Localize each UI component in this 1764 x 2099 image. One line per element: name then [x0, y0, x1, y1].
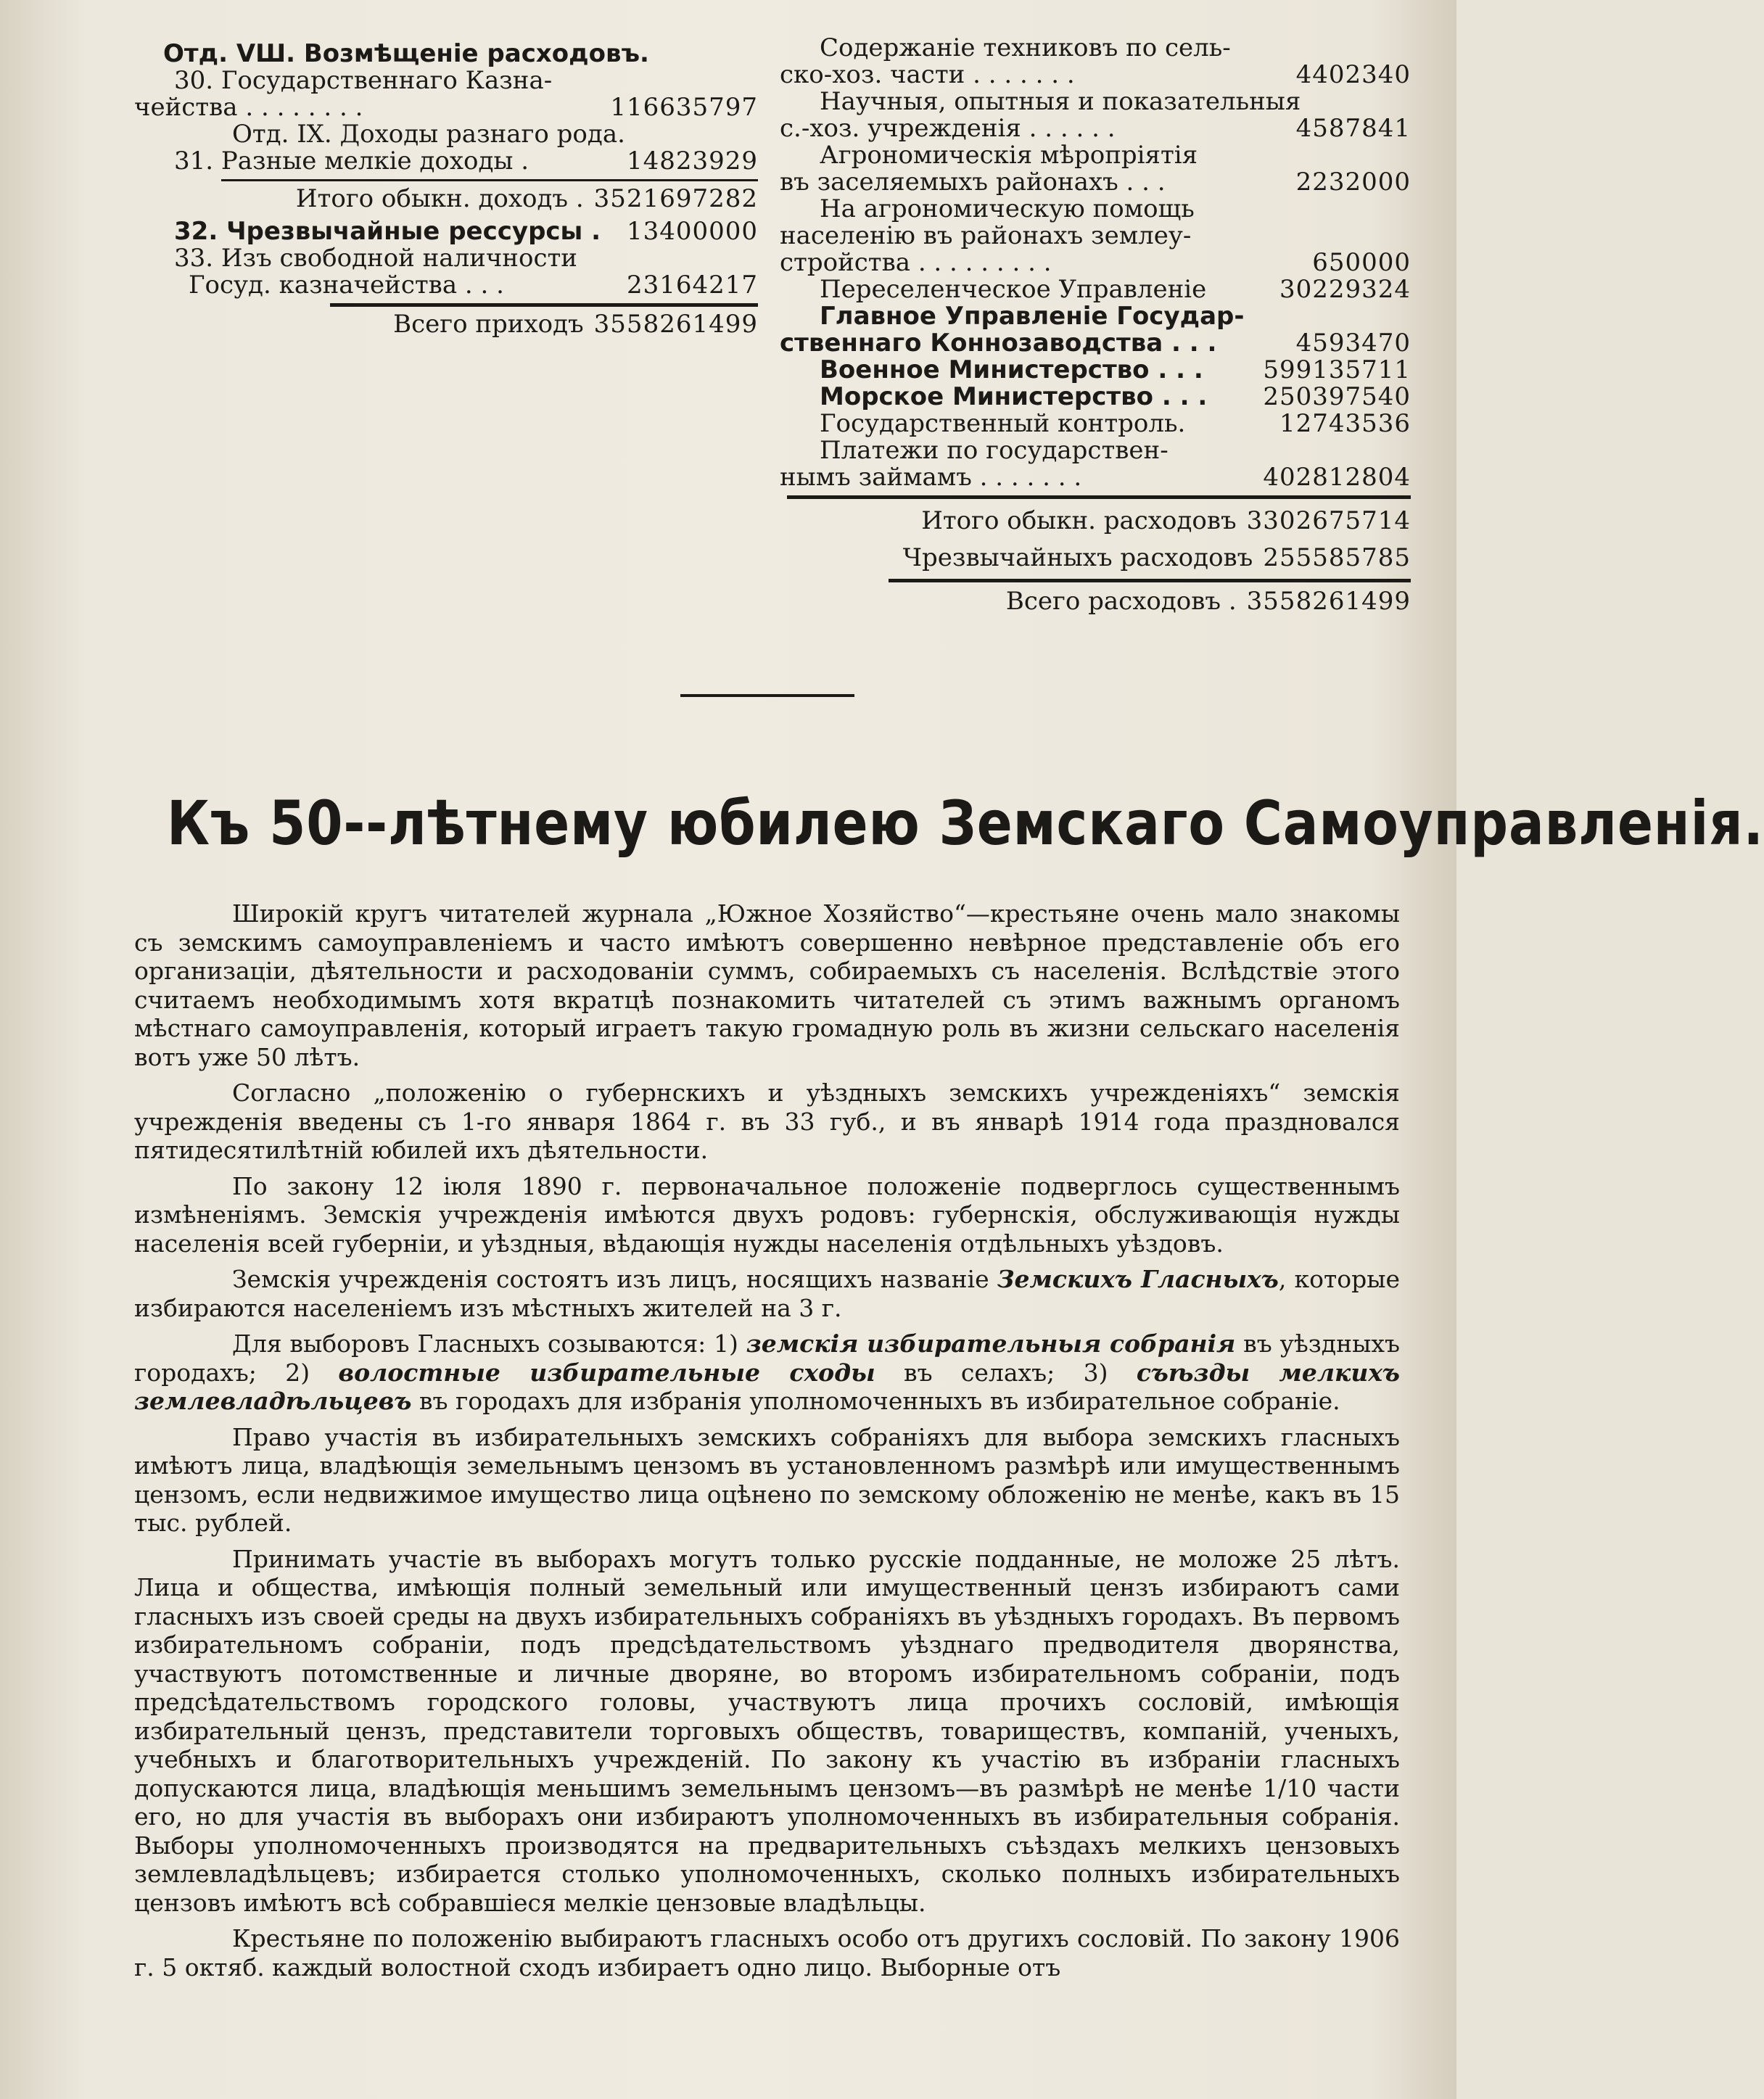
- expense-row: въ заселяемыхъ районахъ . . . 2232000: [780, 168, 1411, 197]
- expense-row: с.-хоз. учрежденія . . . . . . 4587841: [780, 114, 1411, 143]
- expense-row: Военное Министерство . . . 599135711: [820, 355, 1411, 384]
- ordinary-revenue-total: Итого обыкн. доходъ . 3521697282: [295, 184, 758, 213]
- paragraph: Широкій кругъ читателей журнала „Южное Хозяйство“—крестьяне очень мало знакомы съ земскимъ самоуправленіемъ и часто имѣютъ совершенно невѣрное представленіе объ его организаціи, дѣятельности и расходованіи суммъ, собираемыхъ съ населенія. Вслѣдствіе этого считаемъ необходимымъ хотя вкратцѣ познакомить читателей съ этимъ важнымъ органомъ мѣстнаго самоуправленія, который играетъ такую громадную роль въ жизни сельскаго населенія вотъ уже 50 лѣтъ.: [134, 899, 1400, 1071]
- total-revenue: Всего приходъ 3558261499: [393, 310, 758, 339]
- expense-row: Научныя, опытныя и показательныя: [820, 87, 1301, 116]
- revenue-table: [134, 41, 758, 338]
- article-body: [134, 899, 1400, 1989]
- paragraph: Принимать участіе въ выборахъ могутъ только русскіе подданные, не моложе 25 лѣтъ. Лица и общества, имѣющія полный земельный или имущественный цензъ избираютъ сами гласныхъ изъ своей среды на двухъ избирательныхъ собраніяхъ въ уѣздныхъ городахъ. Въ первомъ избирательномъ собраніи, подъ предсѣдательствомъ уѣзднаго предводителя дворянства, участвуютъ потомственные и личные дворяне, во второмъ избирательномъ собраніи, подъ предсѣдательствомъ городского головы, участвуютъ лица прочихъ сословій, имѣющія избирательный цензъ, представители торговыхъ обществъ, товариществъ, компаній, ученыхъ, учебныхъ и благотворительныхъ учрежденій. По закону къ участію въ избраніи гласныхъ допускаются лица, владѣющія меньшимъ земельнымъ цензомъ—въ размѣрѣ не менѣе 1/10 части его, но для участія въ выборахъ они избираютъ уполномоченныхъ въ избирательныя собранія. Выборы уполномоченныхъ производятся на предварительныхъ съѣздахъ мелкихъ цензовыхъ землевладѣльцевъ; избирается столько уполномоченныхъ, сколько полныхъ избирательныхъ цензовъ имѣютъ всѣ собравшіеся мелкіе цензовые владѣльцы.: [134, 1544, 1400, 1917]
- revenue-row: 30. Государственнаго Казна-: [174, 66, 553, 95]
- expense-row: Агрономическія мѣропріятія: [820, 141, 1198, 170]
- expense-row: Главное Управленіе Государ-: [820, 302, 1245, 331]
- paragraph: Согласно „положенію о губернскихъ и уѣздныхъ земскихъ учрежденіяхъ“ земскія учрежденія введены съ 1-го января 1864 г. въ 33 губ., и въ январѣ 1914 года праздновался пятидесятилѣтній юбилей ихъ дѣятельности.: [134, 1079, 1400, 1164]
- revenue-row: 32. Чрезвычайные рессурсы . 13400000: [174, 217, 758, 246]
- extraordinary-expense-total: Чрезвычайныхъ расходовъ 255585785: [902, 543, 1411, 572]
- expense-row: Платежи по государствен-: [820, 436, 1169, 465]
- expense-row: На агрономическую помощь: [820, 194, 1195, 223]
- revenue-row: 31. Разные мелкіе доходы . 14823929: [174, 147, 758, 176]
- divider: [330, 303, 758, 307]
- expense-row: Содержаніе техниковъ по сель-: [820, 33, 1231, 62]
- revenue-row: 33. Изъ свободной наличности: [174, 244, 577, 273]
- paragraph: Право участія въ избирательныхъ земскихъ собраніяхъ для выбора земскихъ гласныхъ имѣютъ лица, владѣющія земельнымъ цензомъ въ установленномъ размѣрѣ или имущественнымъ цензомъ, если недвижимое имущество лица оцѣнено по земскому обложенію не менѣе, какъ въ 15 тыс. рублей.: [134, 1422, 1400, 1537]
- expenditure-table: [780, 35, 1411, 615]
- divider: [889, 579, 1411, 582]
- ordinary-expense-total: Итого обыкн. расходовъ 3302675714: [921, 506, 1411, 535]
- revenue-row: Госуд. казначейства . . . 23164217: [189, 271, 758, 300]
- expense-row: населенію въ районахъ землеу-: [780, 221, 1192, 250]
- paragraph: По закону 12 іюля 1890 г. первоначальное положеніе подверглось существеннымъ измѣненіямъ. Земскія учрежденія имѣются двухъ родовъ: губернскія, обслуживающія нужды населенія всей губерніи, и уѣздныя, вѣдающія нужды населенія отдѣльныхъ уѣздовъ.: [134, 1171, 1400, 1258]
- total-expense: Всего расходовъ . 3558261499: [1005, 587, 1411, 616]
- article-title: Къ 50--лѣтнему юбилею Земскаго Самоуправленія.: [167, 788, 1764, 859]
- expense-row: Переселенческое Управленіе 30229324: [820, 275, 1411, 304]
- section-heading-viii: Отд. VШ. Возмѣщеніе расходовъ.: [163, 39, 649, 68]
- expense-row: ско-хоз. части . . . . . . . 4402340: [780, 60, 1411, 89]
- expense-row: ственнаго Коннозаводства . . . 4593470: [780, 329, 1411, 358]
- expense-row: Морское Министерство . . . 250397540: [820, 382, 1411, 411]
- divider: [221, 179, 758, 181]
- expense-row: стройства . . . . . . . . . 650000: [780, 248, 1411, 277]
- section-heading-ix: Отд. IX. Доходы разнаго рода.: [232, 120, 625, 149]
- section-divider: [680, 694, 854, 697]
- paragraph: Для выборовъ Гласныхъ созываются: 1) земскія избирательныя собранія въ уѣздныхъ городахъ; 2) волостные избирательные сходы въ селахъ; 3) съѣзды мелкихъ землевладѣльцевъ въ городахъ для избранія уполномоченныхъ въ избирательное собраніе.: [134, 1329, 1400, 1415]
- revenue-row: чейства . . . . . . . . 116635797: [134, 93, 758, 122]
- expense-row: нымъ займамъ . . . . . . . 402812804: [780, 463, 1411, 492]
- paragraph: Крестьяне по положенію выбираютъ гласныхъ особо отъ другихъ сословій. По закону 1906 г. 5 октяб. каждый волостной сходъ избираетъ одно лицо. Выборные отъ: [134, 1924, 1400, 1982]
- paragraph: Земскія учрежденія состоятъ изъ лицъ, носящихъ названіе Земскихъ Гласныхъ, которые избираются населеніемъ изъ мѣстныхъ жителей на 3 г.: [134, 1265, 1400, 1322]
- expense-row: Государственный контроль. 12743536: [820, 409, 1411, 438]
- divider: [787, 495, 1411, 499]
